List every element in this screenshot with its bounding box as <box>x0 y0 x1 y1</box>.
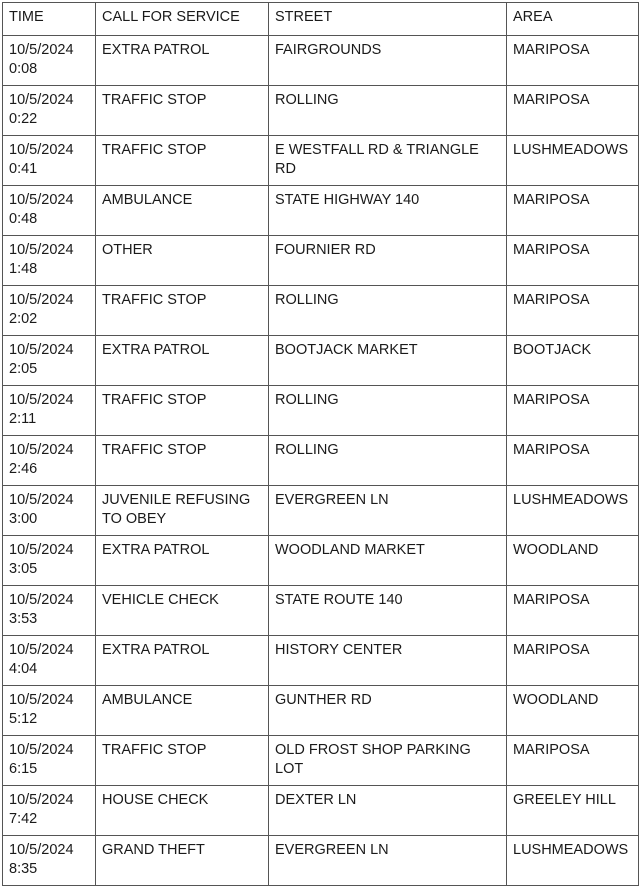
call-cell: EXTRA PATROL <box>96 636 269 686</box>
table-row <box>3 536 639 586</box>
street-cell: ROLLING <box>269 386 507 436</box>
table-row <box>3 686 639 736</box>
time-cell: 10/5/2024 3:53 <box>3 586 96 636</box>
table-header <box>3 3 639 36</box>
table-body <box>3 36 639 886</box>
time-cell: 10/5/2024 5:12 <box>3 686 96 736</box>
call-cell: EXTRA PATROL <box>96 536 269 586</box>
area-cell: LUSHMEADOWS <box>507 836 639 886</box>
table-row <box>3 436 639 486</box>
time-cell: 10/5/2024 4:04 <box>3 636 96 686</box>
time-cell: 10/5/2024 0:22 <box>3 86 96 136</box>
street-cell: ROLLING <box>269 286 507 336</box>
call-cell: JUVENILE REFUSING TO OBEY <box>96 486 269 536</box>
area-cell: MARIPOSA <box>507 36 639 86</box>
time-cell: 10/5/2024 1:48 <box>3 236 96 286</box>
street-cell: WOODLAND MARKET <box>269 536 507 586</box>
call-cell: TRAFFIC STOP <box>96 436 269 486</box>
table-row <box>3 736 639 786</box>
table-row <box>3 486 639 536</box>
area-cell: MARIPOSA <box>507 286 639 336</box>
call-cell: TRAFFIC STOP <box>96 386 269 436</box>
time-cell: 10/5/2024 3:00 <box>3 486 96 536</box>
call-cell: TRAFFIC STOP <box>96 736 269 786</box>
call-cell: AMBULANCE <box>96 186 269 236</box>
time-cell: 10/5/2024 0:41 <box>3 136 96 186</box>
street-cell: STATE HIGHWAY 140 <box>269 186 507 236</box>
call-cell: EXTRA PATROL <box>96 336 269 386</box>
street-cell: EVERGREEN LN <box>269 836 507 886</box>
street-cell: EVERGREEN LN <box>269 486 507 536</box>
column-header-time: TIME <box>3 3 96 36</box>
call-cell: EXTRA PATROL <box>96 36 269 86</box>
time-cell: 10/5/2024 8:35 <box>3 836 96 886</box>
area-cell: LUSHMEADOWS <box>507 486 639 536</box>
time-cell: 10/5/2024 0:08 <box>3 36 96 86</box>
street-cell: OLD FROST SHOP PARKING LOT <box>269 736 507 786</box>
call-cell: TRAFFIC STOP <box>96 286 269 336</box>
table-row <box>3 236 639 286</box>
call-log-table <box>2 2 639 886</box>
call-cell: OTHER <box>96 236 269 286</box>
table-row <box>3 36 639 86</box>
call-cell: AMBULANCE <box>96 686 269 736</box>
area-cell: MARIPOSA <box>507 236 639 286</box>
area-cell: WOODLAND <box>507 536 639 586</box>
time-cell: 10/5/2024 0:48 <box>3 186 96 236</box>
area-cell: MARIPOSA <box>507 186 639 236</box>
time-cell: 10/5/2024 2:05 <box>3 336 96 386</box>
area-cell: MARIPOSA <box>507 636 639 686</box>
column-header-street: STREET <box>269 3 507 36</box>
time-cell: 10/5/2024 2:11 <box>3 386 96 436</box>
table-row <box>3 86 639 136</box>
street-cell: HISTORY CENTER <box>269 636 507 686</box>
header-row <box>3 3 639 36</box>
table-row <box>3 286 639 336</box>
area-cell: GREELEY HILL <box>507 786 639 836</box>
street-cell: STATE ROUTE 140 <box>269 586 507 636</box>
area-cell: WOODLAND <box>507 686 639 736</box>
street-cell: FOURNIER RD <box>269 236 507 286</box>
street-cell: GUNTHER RD <box>269 686 507 736</box>
time-cell: 10/5/2024 7:42 <box>3 786 96 836</box>
street-cell: ROLLING <box>269 86 507 136</box>
call-cell: GRAND THEFT <box>96 836 269 886</box>
street-cell: DEXTER LN <box>269 786 507 836</box>
area-cell: MARIPOSA <box>507 386 639 436</box>
column-header-area: AREA <box>507 3 639 36</box>
call-cell: VEHICLE CHECK <box>96 586 269 636</box>
area-cell: MARIPOSA <box>507 586 639 636</box>
area-cell: MARIPOSA <box>507 436 639 486</box>
call-cell: TRAFFIC STOP <box>96 136 269 186</box>
table-row <box>3 786 639 836</box>
street-cell: FAIRGROUNDS <box>269 36 507 86</box>
table-row <box>3 836 639 886</box>
table-row <box>3 186 639 236</box>
time-cell: 10/5/2024 6:15 <box>3 736 96 786</box>
table-row <box>3 336 639 386</box>
call-cell: TRAFFIC STOP <box>96 86 269 136</box>
area-cell: LUSHMEADOWS <box>507 136 639 186</box>
call-cell: HOUSE CHECK <box>96 786 269 836</box>
area-cell: MARIPOSA <box>507 86 639 136</box>
street-cell: BOOTJACK MARKET <box>269 336 507 386</box>
time-cell: 10/5/2024 3:05 <box>3 536 96 586</box>
column-header-call-for-service: CALL FOR SERVICE <box>96 3 269 36</box>
street-cell: E WESTFALL RD & TRIANGLE RD <box>269 136 507 186</box>
area-cell: MARIPOSA <box>507 736 639 786</box>
time-cell: 10/5/2024 2:02 <box>3 286 96 336</box>
time-cell: 10/5/2024 2:46 <box>3 436 96 486</box>
table-row <box>3 386 639 436</box>
table-row <box>3 636 639 686</box>
table-row <box>3 136 639 186</box>
area-cell: BOOTJACK <box>507 336 639 386</box>
table-row <box>3 586 639 636</box>
street-cell: ROLLING <box>269 436 507 486</box>
